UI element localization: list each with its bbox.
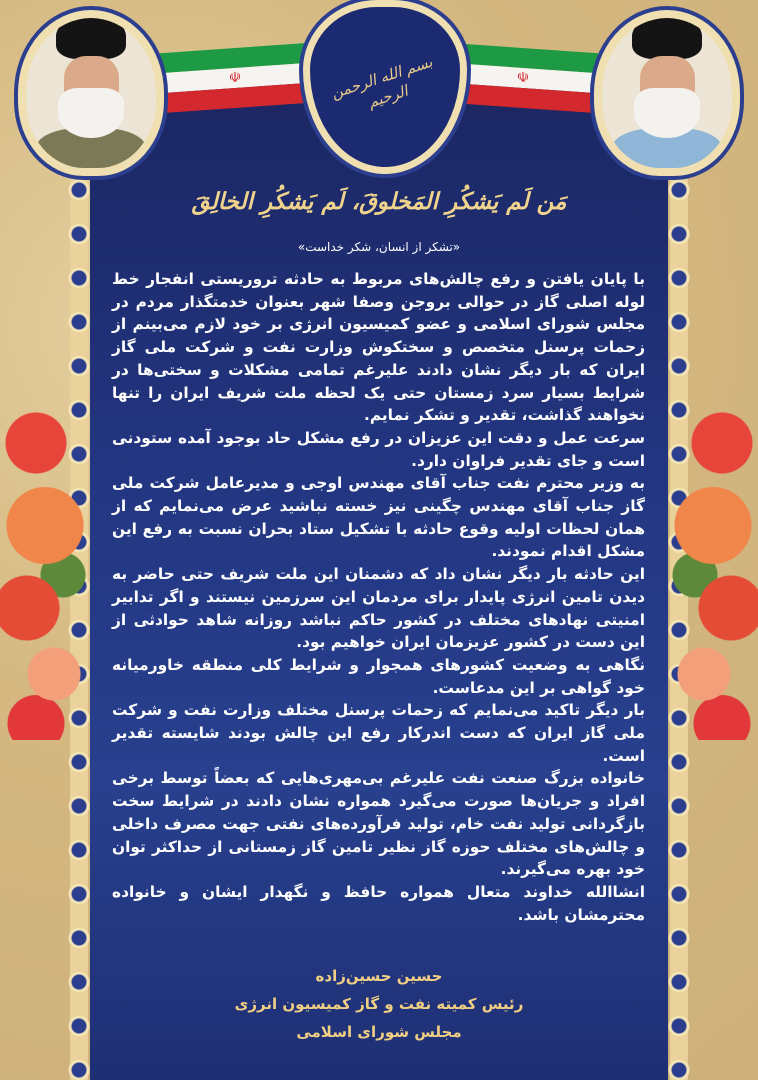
paragraph: انشاالله خداوند متعال همواره حافظ و نگهدار ایشان و خانواده محترمشان باشد. — [112, 882, 645, 924]
paragraph: خانواده بزرگ صنعت نفت علیرغم بی‌مهری‌هایی که بعضاً توسط برخی افراد و جریان‌ها صورت می‌گیرد همواره نشان دادند در شرایط سخت بازگردانی تولید نفت خام، تولید فرآورده‌های نفتی جهت مصرف داخلی و چالش‌های مختلف حوزه گاز نظیر تامین گاز زمستانی از حداکثر توان خود بهره می‌گیرند. — [112, 769, 645, 879]
motto-translation: «تشکر از انسان، شکر خداست» — [297, 240, 461, 254]
paragraph: به وزیر محترم نفت جناب آقای مهندس اوجی و مدیرعامل شرکت ملی گاز جناب آقای مهندس چگینی نیز خسته نباشید عرض می‌نمایم که از همان لحظات اولیه وقوع حادثه با تشکیل ستاد بحران نسبت به رفع این مشکل اقدام نمودند. — [112, 474, 645, 561]
signature-block — [0, 962, 758, 1046]
iran-flag-left — [160, 43, 310, 115]
flower-decoration-right — [668, 410, 758, 740]
flag-emblem-icon: ☫ — [516, 69, 530, 87]
paragraph: سرعت عمل و دقت این عزیزان در رفع مشکل حاد بوجود آمده ستودنی است و جای تقدیر فراوان دارد. — [112, 428, 645, 470]
signer-organization: مجلس شورای اسلامی — [296, 1023, 462, 1041]
flag-emblem-icon: ☫ — [228, 69, 242, 87]
portrait-left — [18, 10, 164, 176]
letter-body — [112, 268, 645, 926]
paragraph: با پایان یافتن و رفع چالش‌های مربوط به حادثه تروریستی انفجار خط لوله اصلی گاز در حوالی بروجن وصفا شهر بعنوان خدمتگذار مردم در مجلس شورای اسلامی و عضو کمیسیون انرژی بر خود لازم می‌بینم از زحمات پرسنل متخصص و سختکوش وزارت نفت و شرکت ملی گاز ایران که بار دیگر نشان دادند علیرغم تمامی مشکلات و سختی‌ها در شرایط بسیار سرد زمستان حتی یک لحظه ملت شریف ایران را تنها نخواهند گذاشت، تقدیر و تشکر نمایم. — [112, 270, 645, 425]
signer-title: رئیس کمیته نفت و گاز کمیسیون انرژی — [234, 995, 524, 1013]
motto-heading: مَن لَم یَشکُرِ المَخلوقَ، لَم یَشکُرِ الخالِقَ — [191, 188, 567, 215]
signer-name: حسین حسین‌زاده — [315, 967, 443, 985]
paragraph: نگاهی به وضعیت کشورهای همجوار و شرایط کلی منطقه خاورمیانه خود گواهی بر این مدعاست. — [112, 655, 645, 697]
paragraph: این حادثه بار دیگر نشان داد که دشمنان این ملت شریف حتی حاضر به دیدن تامین انرژی پایدار برای مردمان این سرزمین نیستند و اگر تدابیر امنیتی نهادهای مختلف در کشور حاکم نباشد روزانه شاهد حوادثی از این دست در کشور عزیزمان ایران خواهیم بود. — [112, 565, 645, 652]
portrait-right — [594, 10, 740, 176]
bismillah-calligraphy: بسم الله الرحمن الرحیم — [328, 52, 435, 111]
iran-flag-right — [448, 43, 598, 115]
flower-decoration-left — [0, 410, 90, 740]
paragraph: بار دیگر تاکید می‌نمایم که زحمات پرسنل مختلف وزارت نفت و شرکت ملی گاز ایران که دست اندرکار رفع این چالش بودند شایسته تقدیر است. — [112, 701, 645, 765]
